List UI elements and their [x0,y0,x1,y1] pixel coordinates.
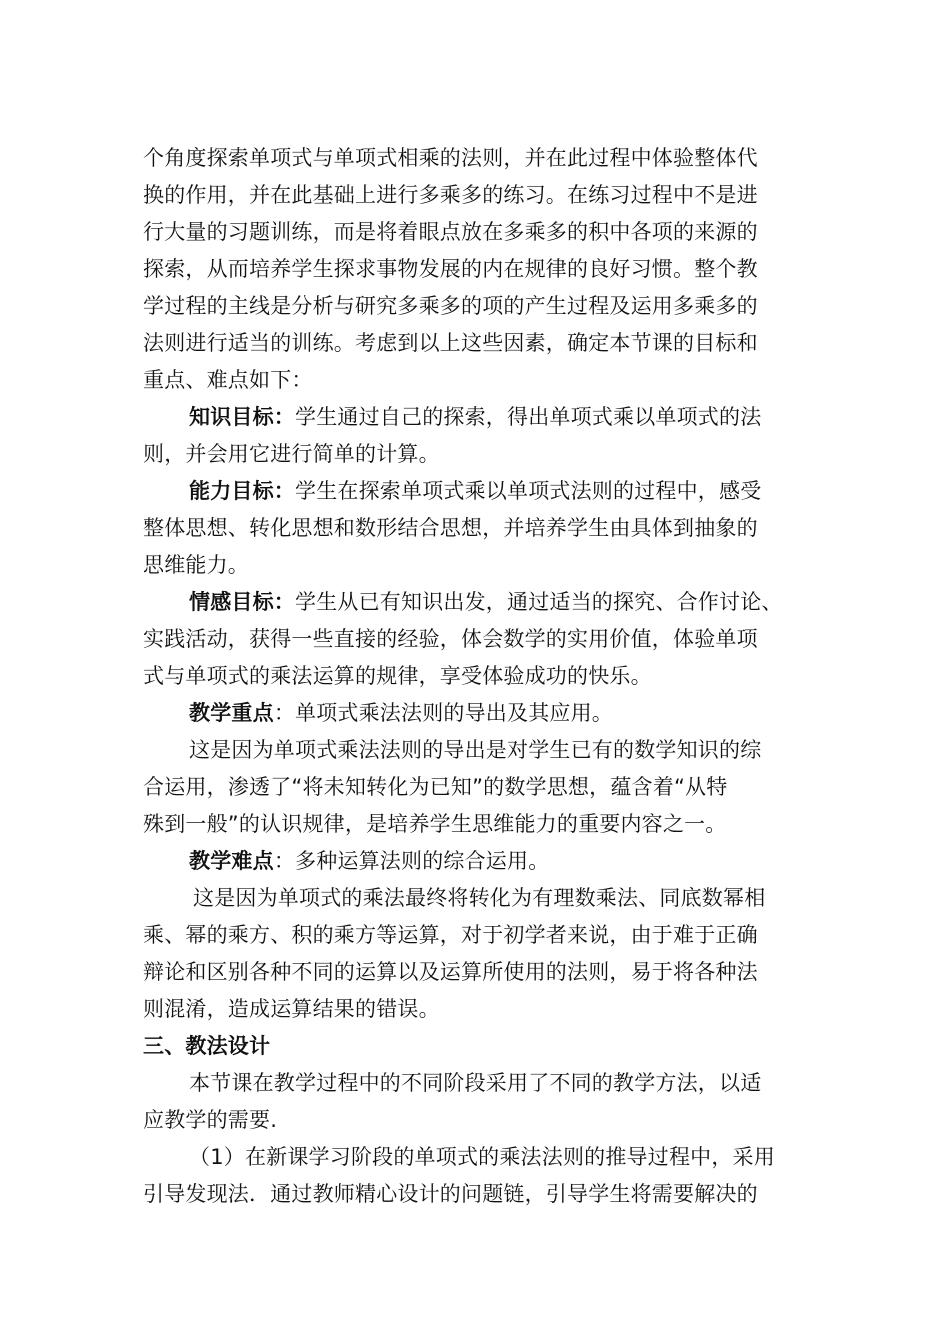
knowledge-goal-text: 学生通过自己的探索，得出单项式乘以单项式的法 [295,405,762,429]
body-text-line: 个角度探索单项式与单项式相乘的法则，并在此过程中体验整体代 [143,146,758,170]
ability-goal-label: 能力目标： [189,479,295,503]
body-text-line: 法则进行适当的训练。考虑到以上这些因素，确定本节课的目标和 [143,331,758,355]
body-text-line: 这是因为单项式的乘法最终将转化为有理数乘法、同底数幂相 [193,886,766,910]
emotion-goal-label: 情感目标： [189,590,295,614]
body-text-line: 乘、幂的乘方、积的乘方等运算，对于初学者来说，由于难于正确 [143,923,758,947]
knowledge-goal-label: 知识目标： [189,405,295,429]
difficulty-label: 教学难点 [189,849,274,873]
body-text-line: 行大量的习题训练，而是将着眼点放在多乘多的积中各项的来源的 [143,220,758,244]
key-point-paragraph [189,700,613,726]
knowledge-goal-paragraph [189,404,761,430]
body-text-line: 整体思想、转化思想和数形结合思想，并培养学生由具体到抽象的 [143,516,758,540]
difficulty-text: ：多种运算法则的综合运用。 [273,849,550,873]
body-text-line: 这是因为单项式乘法法则的导出是对学生已有的数学知识的综 [189,738,762,762]
emotion-goal-paragraph [189,589,783,615]
body-text-line: （1）在新课学习阶段的单项式的乘法法则的推导过程中，采用 [189,1145,775,1169]
body-text-line: 学过程的主线是分析与研究多乘多的项的产生过程及运用多乘多的 [143,294,758,318]
body-text-line: 实践活动，获得一些直接的经验，体会数学的实用价值，体验单项 [143,627,758,651]
body-text-line: 应教学的需要. [143,1108,278,1132]
difficulty-paragraph [189,848,549,874]
body-text-line: 思维能力。 [143,553,249,577]
body-text-line: 换的作用，并在此基础上进行多乘多的练习。在练习过程中不是进 [143,183,758,207]
body-text-line: 引导发现法．通过教师精心设计的问题链，引导学生将需要解决的 [143,1182,758,1206]
key-point-label: 教学重点 [189,701,274,725]
key-point-text: ：单项式乘法法则的导出及其应用。 [273,701,614,725]
body-text-line: 则，并会用它进行简单的计算。 [143,442,440,466]
body-text-line: 辩论和区别各种不同的运算以及运算所使用的法则，易于将各种法 [143,960,758,984]
body-text-line: 本节课在教学过程中的不同阶段采用了不同的教学方法，以适 [189,1071,762,1095]
body-text-line: 探索，从而培养学生探求事物发展的内在规律的良好习惯。整个教 [143,257,758,281]
body-text-line: 重点、难点如下： [143,368,313,392]
body-text-line: 则混淆，造成运算结果的错误。 [143,997,440,1021]
body-text-line: 合运用，渗透了“将未知转化为已知”的数学思想，蕴含着“从特 [143,775,728,799]
ability-goal-text: 学生在探索单项式乘以单项式法则的过程中，感受 [295,479,762,503]
body-text-line: 式与单项式的乘法运算的规律，享受体验成功的快乐。 [143,664,652,688]
section-heading: 三、教法设计 [143,1034,271,1058]
emotion-goal-text: 学生从已有知识出发，通过适当的探究、合作讨论、 [295,590,783,614]
body-text-line: 殊到一般”的认识规律，是培养学生思维能力的重要内容之一。 [143,812,727,836]
ability-goal-paragraph [189,478,761,504]
